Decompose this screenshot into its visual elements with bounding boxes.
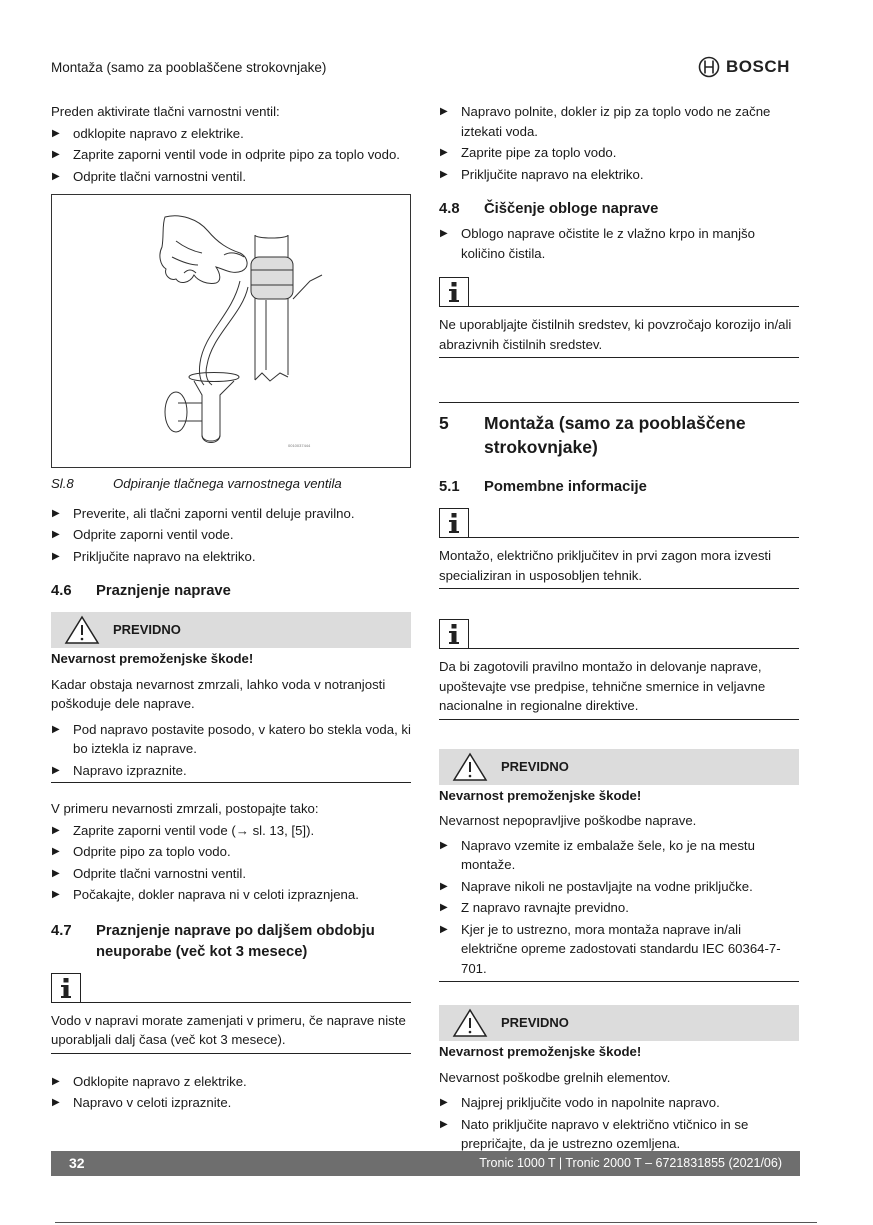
section-number: 4.6 — [51, 583, 72, 599]
warning-text: Nevarnost poškodbe grelnih elementov. — [439, 1069, 671, 1085]
list-item: ▶ Odprite tlačni varnostni ventil. — [51, 864, 411, 884]
section-number: 4.7 — [51, 922, 72, 939]
bottom-divider — [55, 1222, 817, 1223]
section-number: 5 — [439, 413, 449, 433]
list-item: ▶ Zaprite zaporni ventil vode in odprite pipo za toplo vodo. — [51, 145, 411, 165]
list-item: ▶ Napravo vzemite iz embalaže šele, ko je na mestu montaže. — [439, 836, 799, 875]
heading-5 — [439, 411, 799, 459]
divider — [51, 782, 411, 783]
list-item: ▶ Kjer je to ustrezno, mora montaža naprave in/ali električne opreme zadostovati standardu IEC 60364-7-701. — [439, 920, 799, 979]
warning-title: Nevarnost premoženjske škode! — [439, 787, 642, 803]
list-item: ▶ Naprave nikoli ne postavljajte na vodne priključke. — [439, 877, 799, 897]
list-item: ▶ Priključite napravo na elektriko. — [439, 165, 799, 185]
heading-4-7 — [51, 921, 411, 963]
list-item: ▶ Napravo v celoti izpraznite. — [51, 1093, 411, 1113]
list-item: ▶ Zaprite zaporni ventil vode (→ sl. 13, [5]). — [51, 821, 411, 841]
info-note-text: Vodo v napravi morate zamenjati v primeru, če naprave niste uporabljali dalj časa (več kot 3 mesece). — [51, 1012, 406, 1047]
left-column — [51, 102, 411, 1113]
list-item: ▶ Odprite pipo za toplo vodo. — [51, 842, 411, 862]
list-item: ▶ Počakajte, dokler naprava ni v celoti izpraznjena. — [51, 885, 411, 905]
list-item: ▶ Najprej priključite vodo in napolnite napravo. — [439, 1093, 799, 1113]
figure-caption — [51, 474, 411, 494]
info-note — [439, 277, 799, 307]
info-note — [439, 508, 799, 538]
heading-5-1 — [439, 477, 799, 498]
right-column — [439, 102, 799, 1158]
info-icon — [439, 508, 469, 538]
list-item: ▶ Napravo izpraznite. — [51, 761, 411, 781]
divider — [439, 981, 799, 982]
warning-box — [439, 749, 799, 785]
info-note-text: Ne uporabljajte čistilnih sredstev, ki povzročajo korozijo in/ali abrazivnih čistilnih sredstev. — [439, 317, 792, 352]
info-icon — [439, 619, 469, 649]
section-title: Čiščenje obloge naprave — [484, 201, 659, 217]
list-item: ▶ Preverite, ali tlačni zaporni ventil deluje pravilno. — [51, 504, 411, 524]
section-title: Pomembne informacije — [484, 479, 647, 495]
figure-caption-number: Sl.8 — [51, 476, 74, 491]
warning-triangle-icon — [439, 752, 501, 782]
section-title: Praznjenje naprave po daljšem obdobju neuporabe (več kot 3 mesece) — [96, 922, 375, 960]
list-item: ▶ Pod napravo postavite posodo, v katero bo stekla voda, ki bo iztekla iz naprave. — [51, 720, 411, 759]
brand-name: BOSCH — [726, 57, 790, 77]
divider — [439, 719, 799, 720]
list-item: ▶ Odprite tlačni varnostni ventil. — [51, 167, 411, 187]
footer-doc-info: Tronic 1000 T | Tronic 2000 T – 6721831855 (2021/06) — [479, 1155, 782, 1170]
info-note — [439, 619, 799, 649]
heading-4-8 — [439, 199, 799, 220]
warning-label: PREVIDNO — [113, 622, 181, 638]
warning-text: Nevarnost nepopravljive poškodbe naprave. — [439, 813, 697, 828]
info-note-text: Da bi zagotovili pravilno montažo in delovanje naprave, upoštevajte vse predpise, tehnične smernice in veljavne nacionalne in regionalne direktive. — [439, 659, 766, 713]
warning-box — [439, 1005, 799, 1041]
section-number: 5.1 — [439, 479, 460, 495]
intro-text: Preden aktivirate tlačni varnostni ventil: — [51, 104, 280, 119]
valve-illustration — [52, 195, 410, 467]
warning-triangle-icon — [51, 615, 113, 645]
list-item: ▶ Nato priključite napravo v električno vtičnico in se prepričajte, da je ustrezno ozemljena. — [439, 1115, 799, 1154]
page-number: 32 — [69, 1154, 85, 1171]
warning-text: Kadar obstaja nevarnost zmrzali, lahko voda v notranjosti poškoduje dele naprave. — [51, 676, 386, 711]
warning-label: PREVIDNO — [501, 1015, 569, 1031]
warning-box — [51, 612, 411, 648]
list-item: ▶ Priključite napravo na elektriko. — [51, 547, 411, 567]
frost-intro: V primeru nevarnosti zmrzali, postopajte tako: — [51, 801, 319, 816]
section-title: Praznjenje naprave — [96, 583, 231, 599]
section-number: 4.8 — [439, 201, 460, 217]
list-item: ▶ odklopite napravo z elektrike. — [51, 124, 411, 144]
divider — [439, 357, 799, 358]
info-note — [51, 973, 411, 1003]
list-item: ▶ Napravo polnite, dokler iz pip za toplo vodo ne začne iztekati voda. — [439, 102, 799, 141]
page-footer — [51, 1151, 800, 1176]
list-item: ▶ Oblogo naprave očistite le z vlažno krpo in manjšo količino čistila. — [439, 224, 799, 263]
warning-title: Nevarnost premoženjske škode! — [439, 1044, 642, 1059]
divider — [51, 1053, 411, 1054]
warning-label: PREVIDNO — [501, 758, 569, 774]
list-item: ▶ Odprite zaporni ventil vode. — [51, 525, 411, 545]
list-item: ▶ Z napravo ravnajte previdno. — [439, 898, 799, 918]
bosch-logo — [698, 56, 790, 78]
bosch-armature-icon — [698, 56, 720, 78]
warning-title: Nevarnost premoženjske škode! — [51, 651, 254, 666]
divider — [439, 588, 799, 589]
list-item: ▶ Zaprite pipe za toplo vodo. — [439, 143, 799, 163]
info-icon — [51, 973, 81, 1003]
info-note-text: Montažo, električno priključitev in prvi zagon mora izvesti specializiran in usposobljen tehnik. — [439, 548, 772, 583]
figure-caption-text: Odpiranje tlačnega varnostnega ventila — [113, 476, 342, 491]
figure-valve-illustration — [51, 194, 411, 468]
list-item: ▶ Odklopite napravo z elektrike. — [51, 1072, 411, 1092]
info-icon — [439, 277, 469, 307]
heading-4-6 — [51, 581, 411, 602]
chapter-divider — [439, 402, 799, 403]
figure-code: 0010037444 — [288, 443, 311, 448]
section-title: Montaža (samo za pooblaščene strokovnjake) — [484, 413, 746, 457]
page-header-title: Montaža (samo za pooblaščene strokovnjake) — [51, 60, 327, 75]
warning-triangle-icon — [439, 1008, 501, 1038]
